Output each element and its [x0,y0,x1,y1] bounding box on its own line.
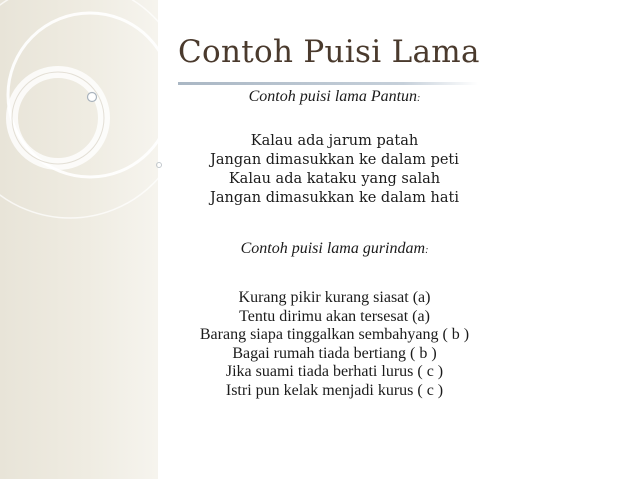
gurindam-line-5: Jika suami tiada berhati lurus ( c ) [225,363,444,381]
pantun-line-4: Jangan dimasukkan ke dalam hati [210,190,459,206]
pantun-heading-colon: : [417,93,421,104]
gurindam-line-1: Kurang pikir kurang siasat (a) [238,289,431,306]
title-underline [178,82,478,85]
decorative-circles [0,0,180,479]
gurindam-text [162,289,507,401]
gurindam-heading-text: Contoh puisi lama gurindam [240,240,426,257]
pantun-text [162,132,507,208]
pantun-heading-text: Contoh puisi lama Pantun [248,88,418,105]
gurindam-heading [162,240,507,258]
gurindam-heading-colon: : [425,245,429,256]
gurindam-line-3: Barang siapa tinggalkan sembahyang ( b ) [199,326,470,344]
gurindam-line-2: Tentu dirimu akan tersesat (a) [239,307,430,325]
pantun-line-3: Kalau ada kataku yang salah [228,171,441,187]
slide-title: Contoh Puisi Lama [178,34,480,70]
pantun-heading [162,88,507,106]
pantun-line-1: Kalau ada jarum patah [250,133,419,149]
pantun-line-2: Jangan dimasukkan ke dalam peti [210,152,459,168]
gurindam-line-6: Istri pun kelak menjadi kurus ( c ) [225,381,444,399]
gurindam-line-4: Bagai rumah tiada bertiang ( b ) [232,344,437,362]
